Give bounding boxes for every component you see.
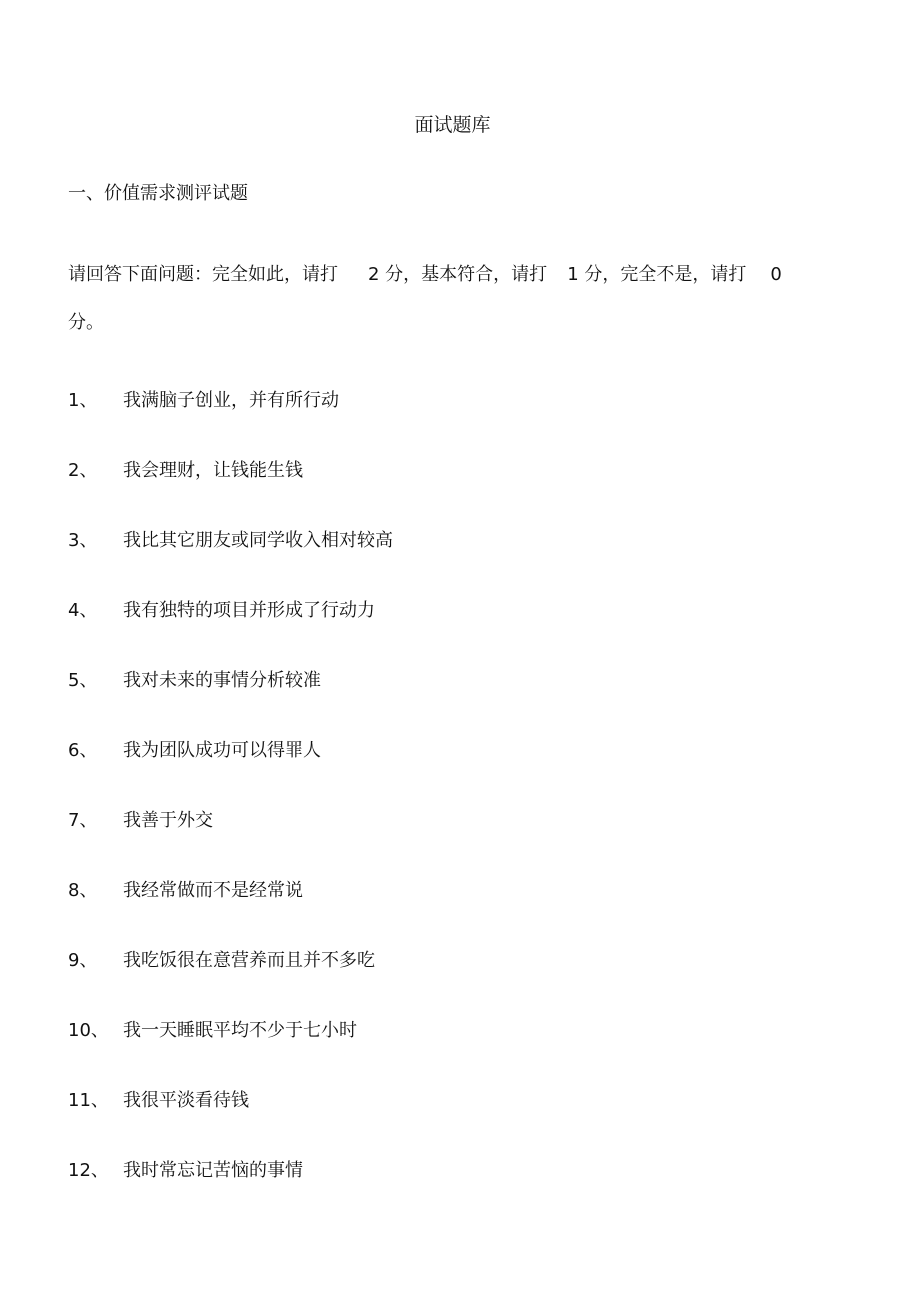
list-item <box>68 576 393 646</box>
instructions-line-2: 分。 <box>68 312 104 333</box>
question-text: 我时常忘记苦恼的事情 <box>123 1160 303 1181</box>
question-text: 我为团队成功可以得罪人 <box>123 740 321 761</box>
question-text: 我一天睡眠平均不少于七小时 <box>123 1020 357 1041</box>
list-item <box>68 926 393 996</box>
instructions-paragraph <box>68 251 858 347</box>
question-text: 我比其它朋友或同学收入相对较高 <box>123 530 393 551</box>
question-list <box>68 366 393 1206</box>
page-title: 面试题库 <box>414 114 491 136</box>
list-item <box>68 506 393 576</box>
question-text: 我善于外交 <box>123 810 213 831</box>
question-number: 10、 <box>68 1020 109 1041</box>
list-item <box>68 366 393 436</box>
question-text: 我很平淡看待钱 <box>123 1090 249 1111</box>
question-text: 我对未来的事情分析较准 <box>123 670 321 691</box>
instructions-part-a: 请回答下面问题：完全如此，请打 <box>68 264 338 285</box>
list-item <box>68 436 393 506</box>
question-text: 我会理财，让钱能生钱 <box>123 460 303 481</box>
list-item <box>68 716 393 786</box>
question-number: 4、 <box>68 600 98 621</box>
question-number: 9、 <box>68 950 98 971</box>
list-item <box>68 996 393 1066</box>
question-number: 2、 <box>68 460 98 481</box>
question-text: 我有独特的项目并形成了行动力 <box>123 600 375 621</box>
question-text: 我满脑子创业，并有所行动 <box>123 390 339 411</box>
question-number: 1、 <box>68 390 98 411</box>
instructions-part-c: 1 分，完全不是，请打 <box>567 264 747 285</box>
question-number: 8、 <box>68 880 98 901</box>
instructions-part-b: 2 分，基本符合，请打 <box>368 264 548 285</box>
question-number: 3、 <box>68 530 98 551</box>
list-item <box>68 1066 393 1136</box>
instructions-part-d: 0 <box>770 264 782 285</box>
list-item <box>68 786 393 856</box>
list-item <box>68 646 393 716</box>
question-number: 11、 <box>68 1090 109 1111</box>
question-number: 7、 <box>68 810 98 831</box>
question-text: 我吃饭很在意营养而且并不多吃 <box>123 950 375 971</box>
question-number: 5、 <box>68 670 98 691</box>
question-number: 12、 <box>68 1160 109 1181</box>
list-item <box>68 856 393 926</box>
instructions-line-1 <box>68 251 858 299</box>
question-number: 6、 <box>68 740 98 761</box>
section-heading: 一、价值需求测评试题 <box>68 183 248 204</box>
question-text: 我经常做而不是经常说 <box>123 880 303 901</box>
list-item <box>68 1136 393 1206</box>
